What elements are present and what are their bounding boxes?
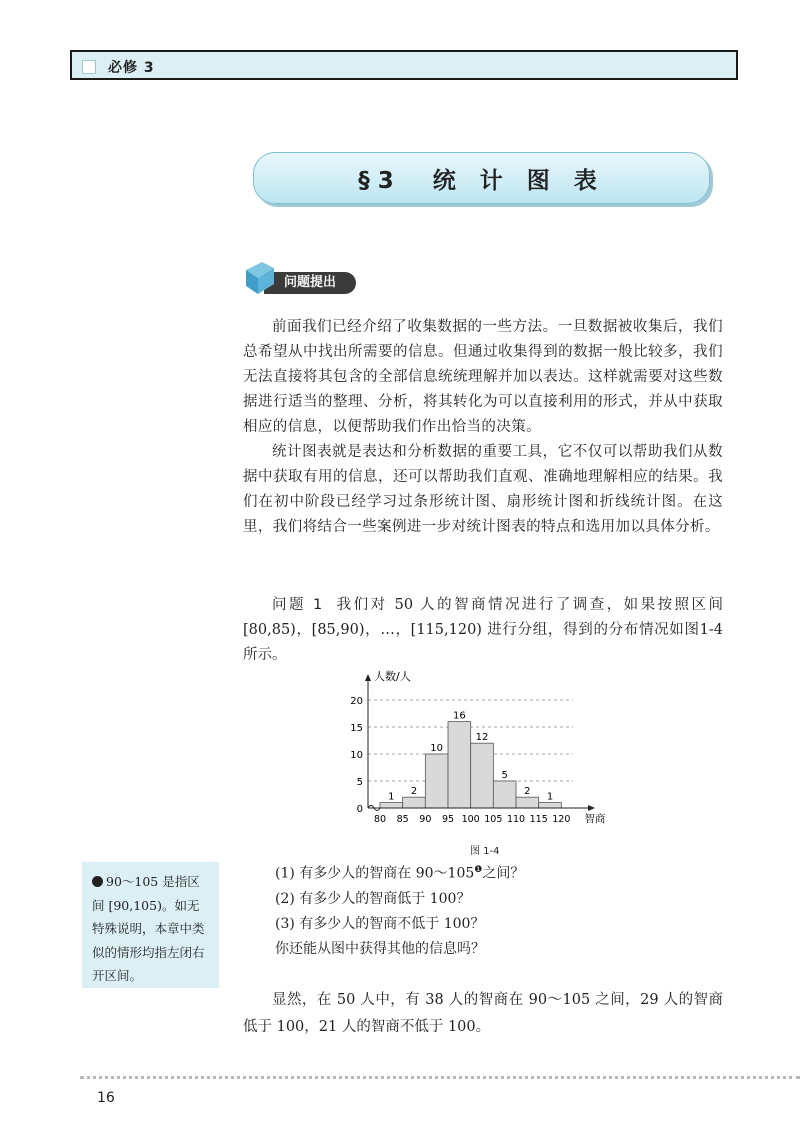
- y-tick-label: 10: [350, 750, 363, 761]
- footer-dotted-rule: [80, 1076, 800, 1079]
- question-badge: [240, 256, 360, 298]
- histogram-bar: [425, 754, 448, 808]
- x-axis-title: 智商: [584, 813, 606, 825]
- figure-caption: 图 1-4: [470, 846, 500, 857]
- y-tick-label: 0: [356, 804, 363, 815]
- bar-value-label: 5: [501, 770, 508, 781]
- conclusion-paragraph: 显然，在 50 人中，有 38 人的智商在 90～105 之间，29 人的智商低于 100，21 人的智商不低于 100。: [243, 992, 723, 1035]
- header-square-icon: [82, 60, 96, 74]
- page-number: 16: [97, 1090, 115, 1106]
- note-marker-icon: [92, 876, 103, 887]
- histogram-bar: [471, 743, 494, 808]
- question-1: [275, 858, 524, 887]
- question-3: (3) 有多少人的智商不低于 100？: [275, 915, 485, 932]
- badge-label: 问题提出: [264, 272, 356, 294]
- x-tick-label: 120: [552, 814, 571, 825]
- problem-text: 我们对 50 人的智商情况进行了调查，如果按照区间 [80,85)，[85,90)，…，[115,120) 进行分组，得到的分布情况如图1-4 所示。: [243, 597, 723, 663]
- x-tick-label: 80: [373, 814, 387, 825]
- header-bar: [70, 50, 738, 80]
- y-axis-title: 人数/人: [374, 670, 411, 683]
- histogram-bar: [493, 781, 516, 808]
- histogram-bar: [448, 722, 471, 808]
- x-tick-label: 90: [419, 814, 432, 825]
- x-tick-label: 110: [506, 814, 526, 825]
- intro-paragraph-2: 统计图表就是表达和分析数据的重要工具，它不仅可以帮助我们从数据中获取有用的信息，还可以帮助我们直观、准确地理解相应的结果。我们在初中阶段已经学习过条形统计图、扇形统计图和折线统计图。在这里，我们将结合一些案例进一步对统计图表的特点和选用加以具体分析。: [243, 444, 723, 535]
- x-tick-label: 100: [461, 814, 480, 825]
- bar-value-label: 1: [388, 791, 395, 803]
- section-title-band: [253, 152, 710, 204]
- question-4: 你还能从图中获得其他的信息吗？: [275, 940, 485, 957]
- book-title: 必修 3: [108, 60, 155, 76]
- bar-value-label: 2: [524, 786, 531, 798]
- x-axis-arrow: [588, 805, 595, 811]
- problem-1: [243, 593, 723, 668]
- footnote-marker: ❶: [474, 865, 483, 875]
- bar-value-label: 2: [410, 786, 418, 798]
- iq-histogram: [330, 668, 630, 838]
- histogram-bar: [380, 803, 403, 808]
- y-axis-arrow: [365, 674, 371, 681]
- bar-value-label: 1: [546, 791, 554, 803]
- note-text: 90～105 是指区间 [90,105)。如无特殊说明，本章中类似的情形均指左闭右开区间。: [92, 874, 205, 983]
- histogram-bar: [403, 797, 426, 808]
- histogram-bar: [539, 803, 562, 808]
- problem-label: 问题 1: [272, 597, 323, 613]
- question-1-text: (1) 有多少人的智商在 90～105: [275, 865, 475, 882]
- x-tick-label: 105: [484, 814, 503, 825]
- section-title: §3 统 计 图 表: [358, 167, 605, 194]
- side-note: [82, 862, 219, 988]
- y-tick-label: 15: [350, 723, 363, 734]
- bar-value-label: 16: [452, 710, 466, 722]
- bar-value-label: 10: [430, 743, 444, 754]
- x-tick-label: 115: [529, 814, 548, 825]
- y-tick-label: 5: [356, 777, 363, 788]
- question-list: [275, 858, 524, 962]
- question-2: (2) 有多少人的智商低于 100？: [275, 890, 471, 907]
- question-1-end: 之间？: [482, 865, 525, 882]
- intro-paragraph-1: 前面我们已经介绍了收集数据的一些方法。一旦数据被收集后，我们总希望从中找出所需要的信息。但通过收集得到的数据一般比较多，我们无法直接将其包含的全部信息统统理解并加以表达。这样就需要对这些数据进行适当的整理、分析，将其转化为可以直接利用的形式，并从中获取相应的信息，以便帮助我们作出恰当的决策。: [243, 319, 723, 435]
- cube-icon: [240, 256, 284, 300]
- x-tick-label: 95: [441, 814, 455, 825]
- y-tick-label: 20: [350, 696, 363, 707]
- histogram-bar: [516, 797, 539, 808]
- x-tick-label: 85: [396, 814, 409, 825]
- bar-value-label: 12: [475, 732, 489, 744]
